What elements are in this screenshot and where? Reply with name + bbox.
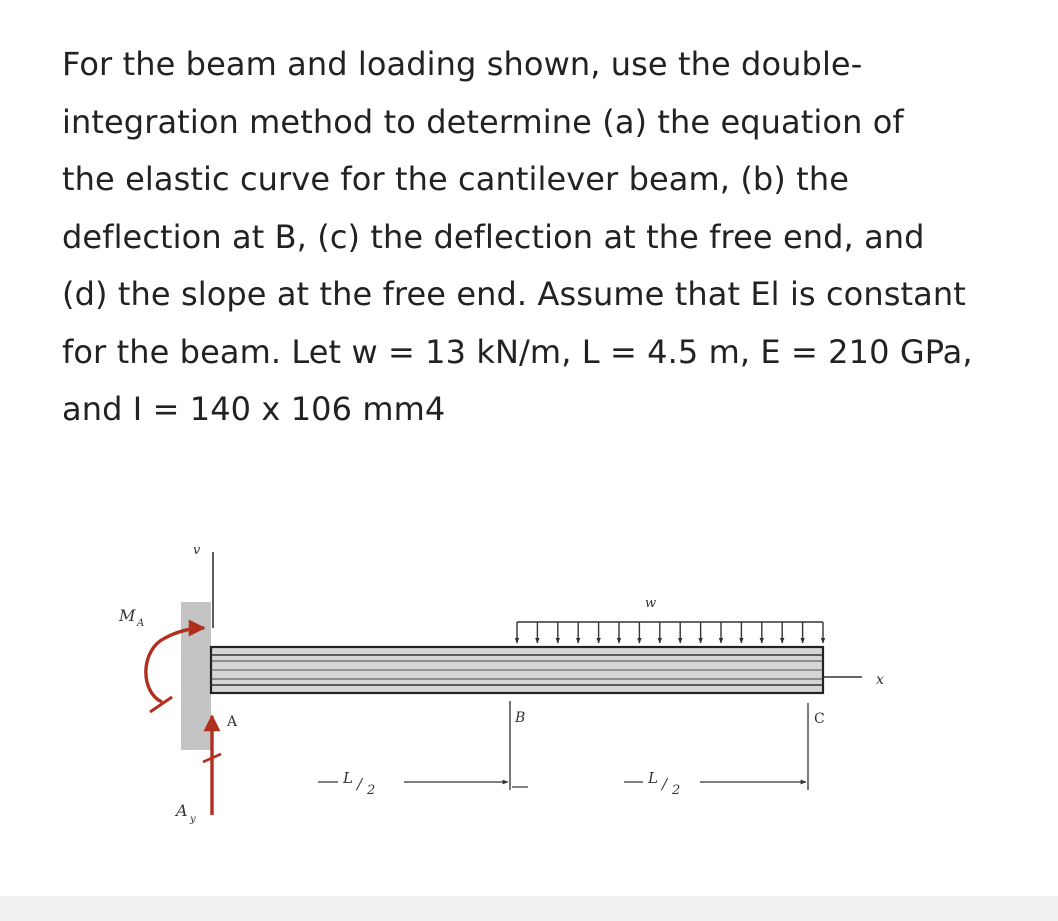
moment-tail	[150, 697, 172, 712]
svg-text:A: A	[176, 801, 188, 820]
dimension-bc	[512, 769, 806, 798]
point-c-label: C	[814, 711, 825, 727]
problem-line-2: integration method to determine (a) the equation of	[62, 102, 904, 141]
point-b-label: B	[515, 710, 526, 726]
v-axis-label: v	[193, 543, 201, 558]
reaction-label	[174, 801, 196, 825]
svg-text:L: L	[343, 769, 353, 787]
distributed-load	[517, 622, 823, 643]
bottom-band	[0, 896, 1058, 921]
svg-text:2: 2	[672, 783, 681, 798]
svg-text:/: /	[662, 775, 668, 793]
load-label-w: w	[645, 596, 657, 611]
problem-line-4: deflection at B, (c) the deflection at the free end, and	[62, 217, 925, 256]
problem-line-1: For the beam and loading shown, use the double-	[62, 45, 863, 83]
x-axis-label: x	[876, 672, 884, 688]
svg-text:/: /	[357, 775, 363, 793]
point-a-label: A	[227, 714, 238, 730]
fixed-wall-support	[181, 602, 211, 750]
svg-text:M: M	[119, 606, 136, 625]
svg-text:A: A	[137, 618, 145, 629]
svg-text:y: y	[190, 814, 196, 825]
beam	[211, 647, 823, 693]
svg-text:L: L	[648, 769, 658, 787]
problem-line-7: and I = 140 x 106 mm4	[62, 390, 446, 428]
moment-label	[118, 606, 144, 629]
problem-line-5: (d) the slope at the free end. Assume that El is constant	[62, 275, 966, 313]
dimension-ab	[318, 769, 508, 798]
svg-text:2: 2	[367, 783, 376, 798]
problem-line-3: the elastic curve for the cantilever beam, (b) the	[62, 160, 849, 198]
load-arrows	[517, 622, 823, 643]
problem-line-6: for the beam. Let w = 13 kN/m, L = 4.5 m, E = 210 GPa,	[62, 332, 973, 371]
